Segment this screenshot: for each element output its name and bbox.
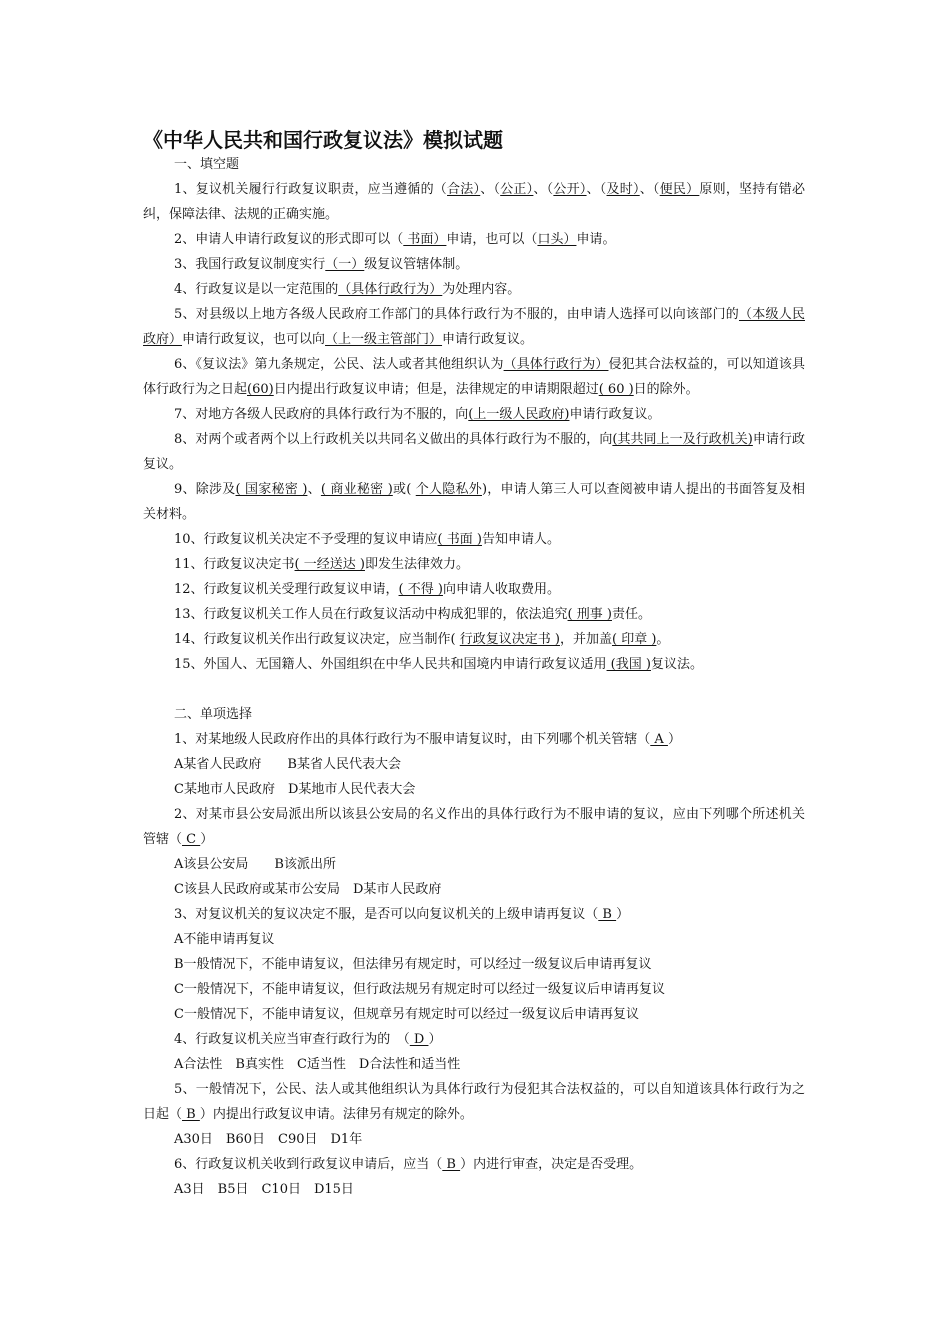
fill-blank-item bbox=[143, 652, 805, 677]
item-text: 6、《复议法》第九条规定，公民、法人或者其他组织认为 bbox=[174, 357, 504, 372]
item-text: 2、申请人申请行政复议的形式即可以（ bbox=[174, 232, 404, 247]
fill-blank-item bbox=[143, 277, 805, 302]
answer-blank: 公正） bbox=[500, 182, 534, 197]
section-heading: 二、单项选择 bbox=[174, 707, 253, 722]
answer-blank: （具体行政行为） bbox=[338, 282, 443, 297]
item-text: 、（ bbox=[480, 182, 501, 197]
answer-blank: ( 国家秘密 ) bbox=[235, 482, 308, 497]
item-text: 、（ bbox=[639, 182, 660, 197]
answer-blank: ( 书面 ) bbox=[437, 532, 482, 547]
item-text: 13、行政复议机关工作人员在行政复议活动中构成犯罪的，依法追究 bbox=[174, 607, 568, 622]
choice-item bbox=[143, 1052, 805, 1077]
choice-item bbox=[143, 852, 805, 877]
item-text: ） bbox=[667, 732, 681, 747]
answer-blank: 便民） bbox=[659, 182, 700, 197]
choice-item bbox=[143, 1027, 805, 1052]
choice-item bbox=[143, 927, 805, 952]
section-gap bbox=[143, 677, 805, 702]
item-text: A30日 B60日 C90日 D1年 bbox=[174, 1132, 363, 1147]
item-text: B一般情况下，不能申请复议，但法律另有规定时，可以经过一级复议后申请再复议 bbox=[174, 957, 652, 972]
fill-blank-item bbox=[143, 602, 805, 627]
section-heading: 一、填空题 bbox=[174, 157, 240, 172]
item-text: 申请，也可以（ bbox=[446, 232, 538, 247]
item-text: 5、对县级以上地方各级人民政府工作部门的具体行政行为不服的，由申请人选择可以向该部门的 bbox=[174, 307, 739, 322]
answer-blank: D bbox=[409, 1032, 429, 1047]
choice-item bbox=[143, 752, 805, 777]
answer-blank: C bbox=[182, 832, 201, 847]
answer-blank: A bbox=[650, 732, 668, 747]
document-title: 《中华人民共和国行政复议法》模拟试题 bbox=[143, 128, 503, 152]
choice-item bbox=[143, 1127, 805, 1152]
answer-blank: 口头） bbox=[537, 232, 577, 247]
fill-blank-item bbox=[143, 402, 805, 427]
fill-blank-item bbox=[143, 477, 805, 527]
fill-blank-item bbox=[143, 352, 805, 402]
answer-blank: B bbox=[182, 1107, 200, 1122]
item-text: 日内提出行政复议申请；但是，法律规定的申请期限超过 bbox=[273, 382, 599, 397]
fill-blank-item bbox=[143, 177, 805, 227]
fill-blank-item bbox=[143, 227, 805, 252]
answer-blank: B bbox=[598, 907, 617, 922]
answer-blank: ( 商业秘密 ) bbox=[320, 482, 393, 497]
answer-blank: (其共同上一及行政机关) bbox=[612, 432, 753, 447]
item-text: C该县人民政府或某市公安局 D某市人民政府 bbox=[174, 882, 442, 897]
item-text: 8、对两个或者两个以上行政机关以共同名义做出的具体行政行为不服的，向 bbox=[174, 432, 613, 447]
item-text: ） bbox=[428, 1032, 442, 1047]
item-text: 、（ bbox=[586, 182, 607, 197]
item-text: 11、行政复议决定书 bbox=[174, 557, 295, 572]
fill-blank-item bbox=[143, 627, 805, 652]
item-text: 申请行政复议，也可以向 bbox=[182, 332, 326, 347]
item-text: 责任。 bbox=[611, 607, 651, 622]
item-text: 申请行政复议。 bbox=[442, 332, 534, 347]
answer-blank: （一） bbox=[325, 257, 365, 272]
answer-blank: ( 一经送达 ) bbox=[294, 557, 365, 572]
answer-blank: 合法） bbox=[447, 182, 481, 197]
item-text: 侵犯其合法权益的，可以知道该具体行政行为之日起 bbox=[143, 357, 805, 397]
answer-blank: 个人隐私外 bbox=[415, 482, 482, 497]
fill-blank-item bbox=[143, 577, 805, 602]
choice-item bbox=[143, 1077, 805, 1127]
choice-item bbox=[143, 902, 805, 927]
item-text: 3、我国行政复议制度实行 bbox=[174, 257, 326, 272]
answer-blank: 及时） bbox=[606, 182, 640, 197]
answer-blank: 公开） bbox=[553, 182, 587, 197]
item-text: 为处理内容。 bbox=[442, 282, 521, 297]
answer-blank: ( 刑事 ) bbox=[567, 607, 612, 622]
answer-blank: B bbox=[442, 1157, 461, 1172]
item-text: 即发生法律效力。 bbox=[364, 557, 469, 572]
fill-blank-item bbox=[143, 302, 805, 352]
item-text: 14、行政复议机关作出行政复议决定，应当制作( bbox=[174, 632, 460, 647]
item-text: 5、一般情况下，公民、法人或其他组织认为具体行政行为侵犯其合法权益的，可以自知道该具体行政行为之日起（ bbox=[143, 1082, 805, 1122]
answer-blank: (60) bbox=[247, 382, 274, 397]
item-text: ）内进行审查，决定是否受理。 bbox=[460, 1157, 643, 1172]
item-text: 申请。 bbox=[576, 232, 616, 247]
item-text: 申请行政复议。 bbox=[569, 407, 661, 422]
item-text: 15、外国人、无国籍人、外国组织在中华人民共和国境内申请行政复议适用 bbox=[174, 657, 607, 672]
answer-blank: （具体行政行为） bbox=[503, 357, 609, 372]
answer-blank: （本级人民政府） bbox=[143, 307, 805, 347]
item-text: 4、行政复议机关应当审查行政行为的 （ bbox=[174, 1032, 410, 1047]
choice-item bbox=[143, 777, 805, 802]
item-text: 复议法。 bbox=[650, 657, 703, 672]
choice-item bbox=[143, 727, 805, 752]
item-text: ） bbox=[200, 832, 214, 847]
item-text: 申请行政复议。 bbox=[143, 432, 805, 472]
fill-blank-item bbox=[143, 252, 805, 277]
item-text: 12、行政复议机关受理行政复议申请， bbox=[174, 582, 399, 597]
item-text: 4、行政复议是以一定范围的 bbox=[174, 282, 339, 297]
item-text: 2、对某市县公安局派出所以该县公安局的名义作出的具体行政行为不服申请的复议，应由下列哪个所述机关管辖（ bbox=[143, 807, 805, 847]
item-text: 3、对复议机关的复议决定不服，是否可以向复议机关的上级申请再复议（ bbox=[174, 907, 599, 922]
fill-blank-item bbox=[143, 427, 805, 477]
item-text: A3日 B5日 C10日 D15日 bbox=[174, 1182, 354, 1197]
answer-blank: (我国 ) bbox=[606, 657, 651, 672]
choice-item bbox=[143, 877, 805, 902]
item-text: ）内提出行政复议申请。法律另有规定的除外。 bbox=[199, 1107, 473, 1122]
item-text: 、 bbox=[307, 482, 321, 497]
choice-item bbox=[143, 952, 805, 977]
answer-blank: 行政复议决定书 ) bbox=[459, 632, 560, 647]
choice-item bbox=[143, 1002, 805, 1027]
document-body bbox=[143, 152, 805, 1202]
item-text: 日的除外。 bbox=[633, 382, 699, 397]
item-text: C一般情况下，不能申请复议，但行政法规另有规定时可以经过一级复议后申请再复议 bbox=[174, 982, 665, 997]
item-text: 告知申请人。 bbox=[481, 532, 560, 547]
answer-blank: ( 不得 ) bbox=[398, 582, 443, 597]
item-text: 。 bbox=[656, 632, 670, 647]
item-text: A合法性 B真实性 C适当性 D合法性和适当性 bbox=[174, 1057, 461, 1072]
item-text: 1、对某地级人民政府作出的具体行政行为不服申请复议时，由下列哪个机关管辖（ bbox=[174, 732, 651, 747]
item-text: 6、行政复议机关收到行政复议申请后，应当（ bbox=[174, 1157, 443, 1172]
item-text: C一般情况下，不能申请复议，但规章另有规定时可以经过一级复议后申请再复议 bbox=[174, 1007, 639, 1022]
answer-blank: ( 60 ) bbox=[598, 382, 634, 397]
item-text: 9、除涉及 bbox=[174, 482, 236, 497]
item-text: 10、行政复议机关决定不予受理的复议申请应 bbox=[174, 532, 438, 547]
item-text: 原则，坚持有错必纠，保障法律、法规的正确实施。 bbox=[143, 182, 805, 222]
answer-blank: （上一级主管部门） bbox=[325, 332, 443, 347]
choice-item bbox=[143, 1152, 805, 1177]
item-text: ，并加盖 bbox=[559, 632, 612, 647]
item-text: A该县公安局 B该派出所 bbox=[174, 857, 336, 872]
item-text: A某省人民政府 B某省人民代表大会 bbox=[174, 757, 401, 772]
choice-item bbox=[143, 802, 805, 852]
answer-blank: 书面） bbox=[403, 232, 447, 247]
answer-blank: ( 印章 ) bbox=[611, 632, 657, 647]
answer-blank: (上一级人民政府) bbox=[468, 407, 570, 422]
item-text: 向申请人收取费用。 bbox=[442, 582, 560, 597]
item-text: C某地市人民政府 D某地市人民代表大会 bbox=[174, 782, 416, 797]
item-text: 或( bbox=[392, 482, 416, 497]
item-text: )，申请人第三人可以查阅被申请人提出的书面答复及相关材料。 bbox=[143, 482, 805, 522]
item-text: 级复议管辖体制。 bbox=[364, 257, 469, 272]
item-text: A不能申请再复议 bbox=[174, 932, 275, 947]
item-text: 、（ bbox=[533, 182, 554, 197]
choice-item bbox=[143, 1177, 805, 1202]
item-text: 1、复议机关履行行政复议职责，应当遵循的（ bbox=[174, 182, 448, 197]
fill-blank-item bbox=[143, 552, 805, 577]
choice-item bbox=[143, 977, 805, 1002]
item-text: 7、对地方各级人民政府的具体行政行为不服的，向 bbox=[174, 407, 469, 422]
fill-blank-item bbox=[143, 527, 805, 552]
item-text: ） bbox=[616, 907, 630, 922]
